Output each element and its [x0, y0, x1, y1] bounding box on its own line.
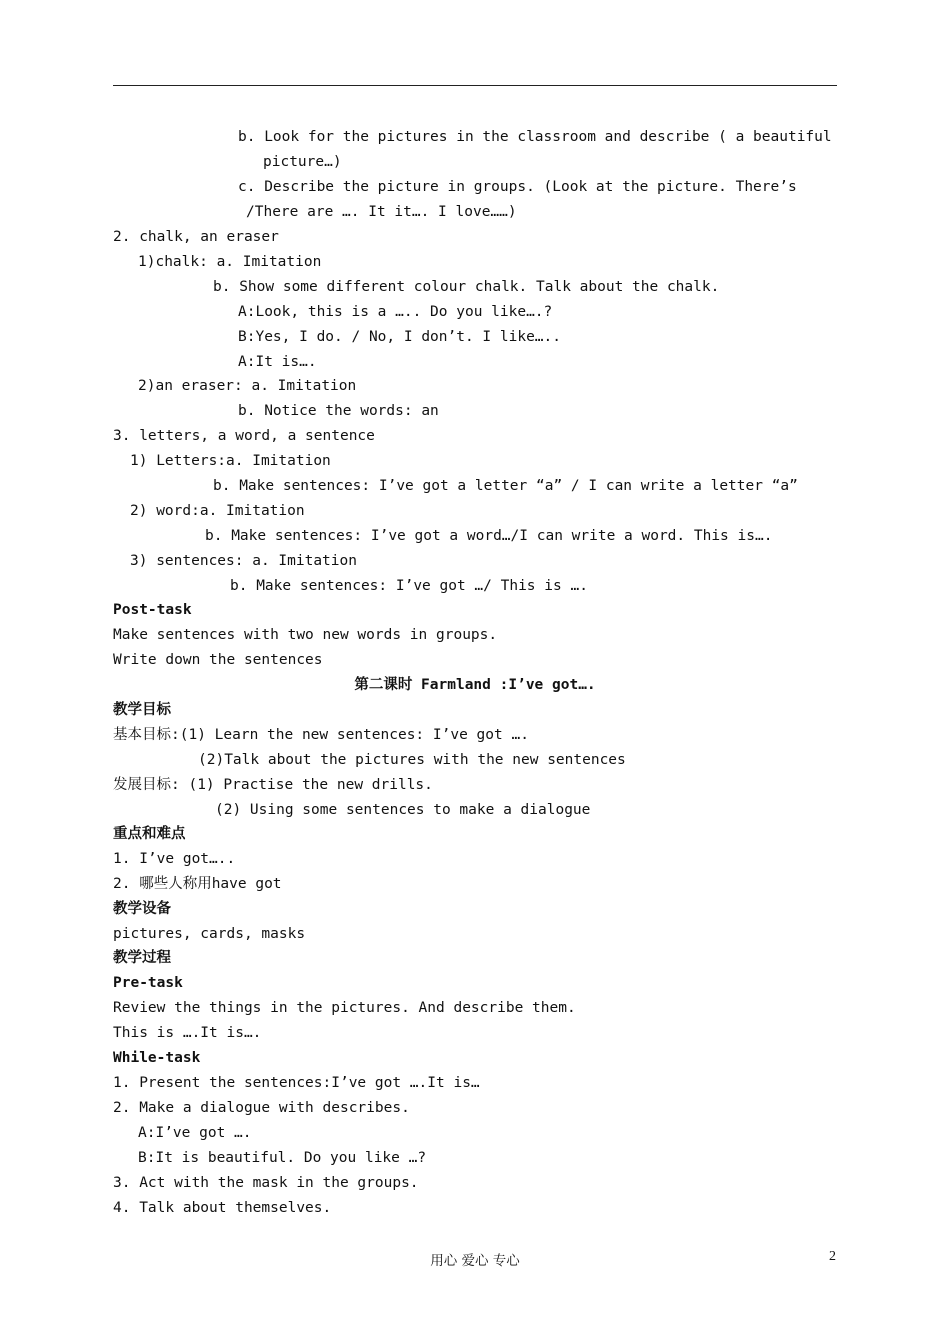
section-heading: Post-task: [113, 602, 192, 618]
text-line: pictures, cards, masks: [113, 926, 306, 942]
text-line: Review the things in the pictures. And describe them.: [113, 1000, 576, 1016]
text-line: 3. Act with the mask in the groups.: [113, 1175, 419, 1191]
text-line: picture…): [263, 154, 342, 170]
section-heading: While-task: [113, 1050, 201, 1066]
text-line: /There are …. It it…. I love……): [246, 204, 517, 220]
section-heading: Pre-task: [113, 975, 183, 991]
text-line: 1. I’ve got…..: [113, 851, 236, 867]
text-line: A:It is….: [238, 354, 317, 370]
text-line: b. Make sentences: I’ve got a word…/I can write a word. This is….: [205, 528, 773, 544]
text-line: 3) sentences: a. Imitation: [130, 553, 357, 569]
text-line: b. Look for the pictures in the classroom and describe ( a beautiful: [238, 129, 832, 145]
section-heading: 重点和难点: [113, 826, 186, 842]
text-line: Make sentences with two new words in groups.: [113, 627, 498, 643]
text-line: A:I’ve got ….: [138, 1125, 252, 1141]
text-line: 1. Present the sentences:I’ve got ….It is…: [113, 1075, 480, 1091]
text-line: A:Look, this is a ….. Do you like….?: [238, 304, 553, 320]
text-line: b. Make sentences: I’ve got …/ This is ….: [230, 578, 588, 594]
text-line: c. Describe the picture in groups. (Look at the picture. There’s: [238, 179, 797, 195]
header-rule: [113, 85, 837, 86]
text-line: b. Show some different colour chalk. Talk about the chalk.: [213, 279, 720, 295]
text-line: b. Notice the words: an: [238, 403, 439, 419]
text-line: (2) Using some sentences to make a dialogue: [215, 802, 591, 818]
text-line: B:It is beautiful. Do you like …?: [138, 1150, 427, 1166]
text-line: 1) Letters:a. Imitation: [130, 453, 331, 469]
page-number: 2: [829, 1249, 836, 1264]
text-line: 基本目标:(1) Learn the new sentences: I’ve got ….: [113, 727, 529, 743]
text-line: 4. Talk about themselves.: [113, 1200, 332, 1216]
text-line: b. Make sentences: I’ve got a letter “a” / I can write a letter “a”: [213, 478, 798, 494]
text-line: Write down the sentences: [113, 652, 323, 668]
text-line: 2. 哪些人称用have got: [113, 876, 282, 892]
text-line: 2. chalk, an eraser: [113, 229, 279, 245]
text-line: 发展目标: (1) Practise the new drills.: [113, 777, 433, 793]
text-line: 2. Make a dialogue with describes.: [113, 1100, 410, 1116]
text-line: 1)chalk: a. Imitation: [138, 254, 322, 270]
text-line: B:Yes, I do. / No, I don’t. I like…..: [238, 329, 562, 345]
section-heading: 教学设备: [113, 901, 171, 917]
text-line: 2)an eraser: a. Imitation: [138, 378, 357, 394]
text-line: 2) word:a. Imitation: [130, 503, 305, 519]
text-line: 3. letters, a word, a sentence: [113, 428, 375, 444]
section-heading: 教学目标: [113, 702, 171, 718]
text-line: (2)Talk about the pictures with the new sentences: [198, 752, 626, 768]
page-footer: 用心 爱心 专心: [430, 1253, 520, 1269]
lesson-title: 第二课时 Farmland :I’ve got….: [354, 677, 596, 693]
section-heading: 教学过程: [113, 950, 171, 966]
text-line: This is ….It is….: [113, 1025, 262, 1041]
